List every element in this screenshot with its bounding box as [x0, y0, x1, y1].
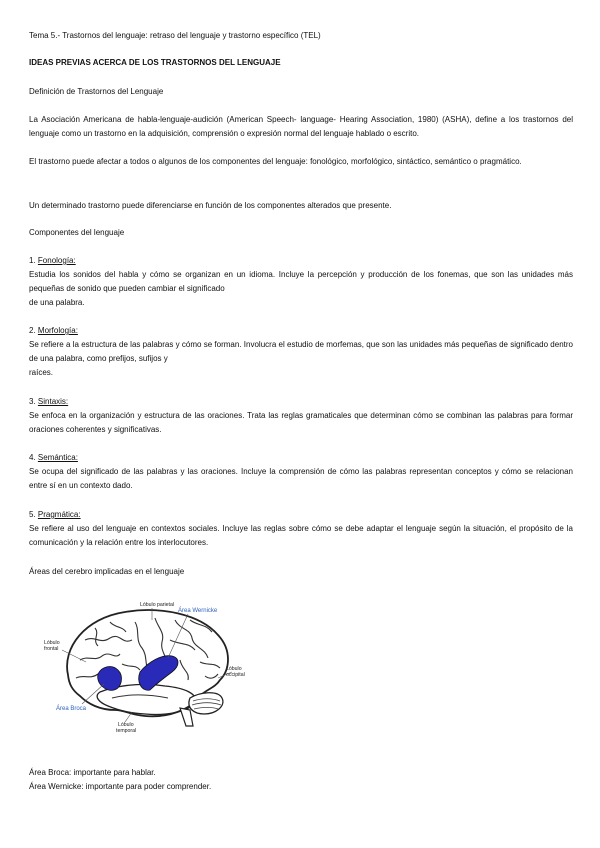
component-number: 3. [29, 397, 36, 406]
cerebellum [189, 693, 223, 714]
note-broca: Área Broca: importante para hablar. [29, 768, 156, 777]
component-item-syntax [29, 395, 573, 437]
label-temporal-lobe-1: Lóbulo [118, 722, 134, 728]
brain-diagram-svg [40, 600, 255, 740]
label-frontal-lobe-2: frontal [44, 646, 59, 652]
component-number: 1. [29, 256, 36, 265]
component-item-pragmatics [29, 508, 573, 550]
component-name: Sintaxis: [37, 397, 69, 406]
component-title [29, 324, 573, 338]
component-title [29, 395, 573, 409]
component-description: Se enfoca en la organización y estructura de las oraciones. Trata las reglas gramaticales que determinan cómo se combinan las palabras para formar oraciones coherentes y significativas. [29, 411, 573, 434]
component-description-continued: raíces. [29, 368, 54, 377]
brain-diagram [40, 600, 255, 740]
component-description: Estudia los sonidos del habla y cómo se organizan en un idioma. Incluye la percepción y producción de los fonemas, que son las unidades más pequeñas de sonido que pueden cambiar el significado [29, 270, 573, 293]
component-name: Semántica: [37, 453, 78, 462]
document-title: Tema 5.- Trastornos del lenguaje: retraso del lenguaje y trastorno específico (TEL) [29, 31, 321, 40]
component-item-morphology [29, 324, 573, 380]
component-number: 2. [29, 326, 36, 335]
components-heading: Componentes del lenguaje [29, 228, 125, 237]
component-name: Fonología: [37, 256, 76, 265]
component-item-phonology [29, 254, 573, 310]
label-wernicke-area: Área Wernicke [178, 608, 218, 614]
label-occipital-lobe-1: Lóbulo [226, 666, 242, 672]
component-number: 5. [29, 510, 36, 519]
component-description: Se refiere a la estructura de las palabras y cómo se forman. Involucra el estudio de morfemas, que son las unidades más pequeñas de significado dentro de una palabra, como prefijos, sufijos y [29, 340, 573, 363]
definition-paragraph-2: El trastorno puede afectar a todos o algunos de los componentes del lenguaje: fonológico, morfológico, sintáctico, semántico o pragmático. [29, 157, 522, 166]
component-item-semantics [29, 451, 573, 493]
component-description: Se refiere al uso del lenguaje en contextos sociales. Incluye las reglas sobre cómo se debe adaptar el lenguaje según la situación, el propósito de la comunicación y la relación entre los interlocutores. [29, 524, 573, 547]
label-occipital-lobe-2: occipital [226, 672, 245, 678]
component-description-continued: de una palabra. [29, 298, 85, 307]
definition-paragraph-1: La Asociación Americana de habla-lenguaje-audición (American Speech- language- Hearing Association, 1980) (ASHA), define a los trastornos del lenguaje como un trastorno en la adquisición, comprensión o expresión normal del lenguaje hablado o escrito. [29, 115, 573, 138]
section-heading: IDEAS PREVIAS ACERCA DE LOS TRASTORNOS DEL LENGUAJE [29, 58, 281, 67]
component-title [29, 254, 573, 268]
label-frontal-lobe-1: Lóbulo [44, 640, 60, 646]
brainstem [180, 708, 193, 726]
component-name: Pragmática: [37, 510, 81, 519]
brain-areas-heading: Áreas del cerebro implicadas en el lenguaje [29, 567, 185, 576]
note-wernicke: Área Wernicke: importante para poder comprender. [29, 782, 212, 791]
label-temporal-lobe-2: temporal [116, 728, 137, 734]
label-parietal-lobe: Lóbulo parietal [140, 602, 175, 608]
definition-heading: Definición de Trastornos del Lenguaje [29, 87, 164, 96]
component-description: Se ocupa del significado de las palabras y las oraciones. Incluye la comprensión de cómo las palabras representan conceptos y cómo se relacionan entre sí en un contexto dado. [29, 467, 573, 490]
component-title [29, 508, 573, 522]
component-name: Morfología: [37, 326, 78, 335]
component-number: 4. [29, 453, 36, 462]
component-title [29, 451, 573, 465]
label-broca-area: Área Broca [56, 706, 87, 712]
definition-paragraph-3: Un determinado trastorno puede diferenciarse en función de los componentes alterados que presente. [29, 201, 392, 210]
